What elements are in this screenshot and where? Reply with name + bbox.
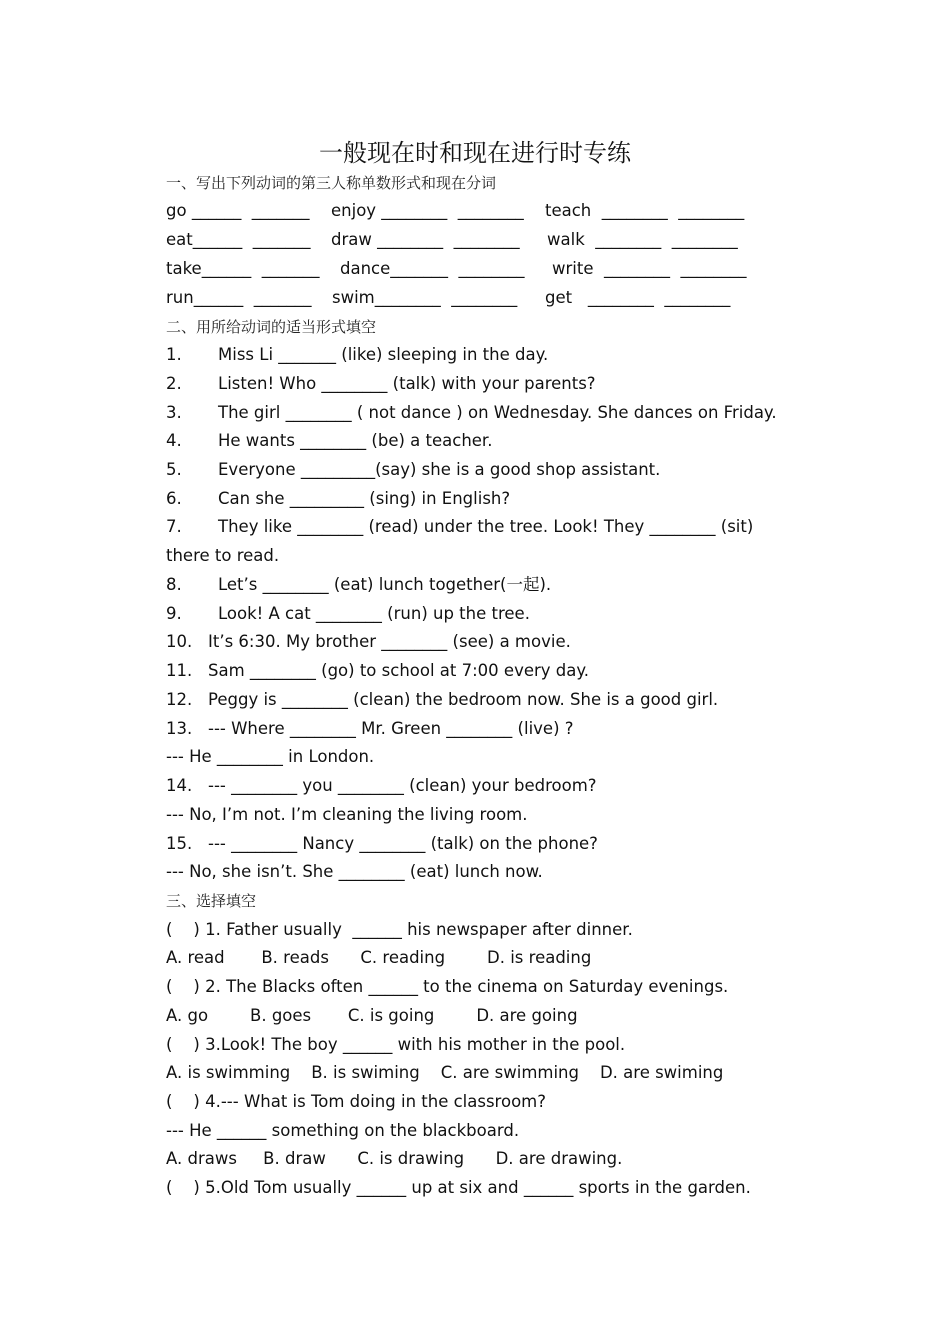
section2-heading: 二、用所给动词的适当形式填空	[166, 318, 377, 336]
verb-cell: eat______ _______	[166, 230, 311, 249]
fill-item	[166, 660, 589, 682]
verb-cell: draw ________ ________	[331, 230, 520, 249]
item-text: Can she _________ (sing) in English?	[218, 489, 511, 508]
item-number: 6.	[166, 489, 182, 508]
fill-item	[166, 603, 530, 625]
item-number: 9.	[166, 604, 182, 623]
fill-item-continuation	[166, 861, 543, 883]
choice-question: ( ) 2. The Blacks often ______ to the cinema on Saturday evenings.	[166, 977, 729, 996]
choice-question: ( ) 1. Father usually ______ his newspaper after dinner.	[166, 920, 633, 939]
item-number: 7.	[166, 517, 182, 536]
fill-item	[166, 631, 571, 653]
verb-cell: swim________ ________	[332, 288, 518, 307]
item-text: --- ________ you ________ (clean) your bedroom?	[208, 776, 597, 795]
choice-question: ( ) 4.--- What is Tom doing in the classroom?	[166, 1092, 546, 1111]
item-text: --- He ________ in London.	[166, 747, 375, 766]
verb-cell: run______ _______	[166, 288, 312, 307]
item-number: 5.	[166, 460, 182, 479]
item-number: 15.	[166, 834, 193, 853]
item-text: there to read.	[166, 546, 280, 565]
verb-cell: get ________ ________	[545, 288, 731, 307]
fill-item	[166, 344, 548, 366]
item-text: --- Where ________ Mr. Green ________ (live) ?	[208, 719, 574, 738]
choice-question-continuation: --- He ______ something on the blackboard.	[166, 1121, 520, 1140]
choice-options: A. is swimming B. is swiming C. are swimming D. are swiming	[166, 1063, 724, 1082]
fill-item	[166, 488, 510, 510]
choice-question: ( ) 5.Old Tom usually ______ up at six and ______ sports in the garden.	[166, 1178, 751, 1197]
verb-cell: walk ________ ________	[547, 230, 738, 249]
item-number: 4.	[166, 431, 182, 450]
fill-item	[166, 516, 753, 538]
item-number: 3.	[166, 403, 182, 422]
verb-cell: take______ _______	[166, 259, 320, 278]
item-number: 11.	[166, 661, 193, 680]
item-text: He wants ________ (be) a teacher.	[218, 431, 493, 450]
item-text: Listen! Who ________ (talk) with your parents?	[218, 374, 596, 393]
fill-item-continuation	[166, 804, 528, 826]
section1-heading: 一、写出下列动词的第三人称单数形式和现在分词	[166, 174, 497, 192]
fill-item	[166, 402, 777, 424]
fill-item	[166, 574, 551, 596]
item-text: Everyone _________(say) she is a good shop assistant.	[218, 460, 661, 479]
item-number: 13.	[166, 719, 193, 738]
item-number: 1.	[166, 345, 182, 364]
verb-cell: enjoy ________ ________	[331, 201, 524, 220]
item-text: Look! A cat ________ (run) up the tree.	[218, 604, 530, 623]
fill-item	[166, 689, 718, 711]
item-text: Sam ________ (go) to school at 7:00 every day.	[208, 661, 590, 680]
section3-heading: 三、选择填空	[166, 892, 257, 910]
choice-options: A. read B. reads C. reading D. is reading	[166, 948, 592, 967]
page-title: 一般现在时和现在进行时专练	[319, 139, 631, 167]
verb-cell: dance_______ ________	[340, 259, 525, 278]
choice-options: A. go B. goes C. is going D. are going	[166, 1006, 578, 1025]
choice-question: ( ) 3.Look! The boy ______ with his mother in the pool.	[166, 1035, 626, 1054]
item-text: It’s 6:30. My brother ________ (see) a movie.	[208, 632, 571, 651]
fill-item	[166, 430, 492, 452]
item-text: --- No, she isn’t. She ________ (eat) lunch now.	[166, 862, 543, 881]
item-text: Miss Li _______ (like) sleeping in the day.	[218, 345, 549, 364]
item-text: They like ________ (read) under the tree. Look! They ________ (sit)	[218, 517, 754, 536]
verb-cell: write ________ ________	[552, 259, 747, 278]
item-text: Peggy is ________ (clean) the bedroom now. She is a good girl.	[208, 690, 719, 709]
choice-options: A. draws B. draw C. is drawing D. are drawing.	[166, 1149, 623, 1168]
item-text: The girl ________ ( not dance ) on Wednesday. She dances on Friday.	[218, 403, 777, 422]
item-text: Let’s ________ (eat) lunch together(一起).	[218, 575, 552, 594]
fill-item-continuation	[166, 746, 374, 768]
fill-item	[166, 833, 598, 855]
item-number: 10.	[166, 632, 193, 651]
item-text: --- No, I’m not. I’m cleaning the living room.	[166, 805, 528, 824]
fill-item	[166, 775, 597, 797]
item-number: 2.	[166, 374, 182, 393]
item-number: 8.	[166, 575, 182, 594]
fill-item-continuation	[166, 545, 279, 567]
item-number: 14.	[166, 776, 193, 795]
verb-cell: go ______ _______	[166, 201, 310, 220]
fill-item	[166, 459, 660, 481]
item-text: --- ________ Nancy ________ (talk) on the phone?	[208, 834, 598, 853]
verb-cell: teach ________ ________	[545, 201, 745, 220]
fill-item	[166, 718, 574, 740]
item-number: 12.	[166, 690, 193, 709]
fill-item	[166, 373, 596, 395]
